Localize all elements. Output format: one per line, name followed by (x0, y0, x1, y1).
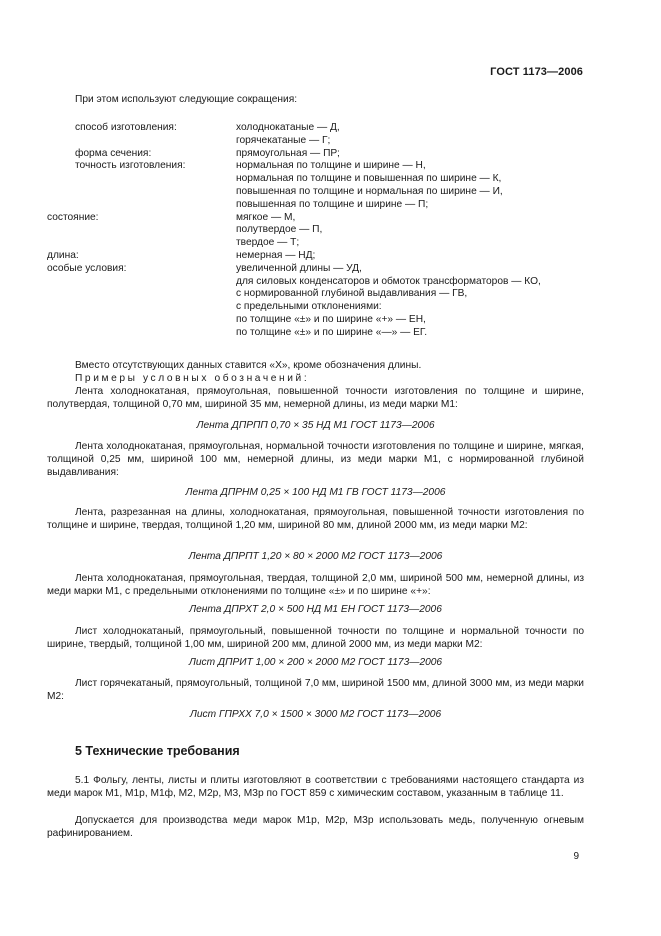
example-description: Лента, разрезанная на длины, холоднокатаная, прямоугольная, повышенной точности изготовления по толщине и ширине, твердая, толщиной 1,20 мм, шириной 80 мм, длиной 2000 мм, из меди марки М2: (47, 507, 584, 531)
abbreviation-value: с нормированной глубиной выдавливания — ГВ, (236, 288, 468, 300)
example-description: Лента холоднокатаная, прямоугольная, нормальной точности изготовления по толщине и ширине, мягкая, толщиной 0,25 мм, шириной 100 мм, немерной длины, из меди марки М1, с нормированной глубиной выдавливания: (47, 441, 584, 478)
example-description: Лист холоднокатаный, прямоугольный, повышенной точности по толщине и нормальной точности по ширине, твердый, толщиной 1,00 мм, шириной 200 мм, длиной 2000 мм, из меди марки М2: (47, 626, 584, 650)
abbreviation-value: по толщине «±» и по ширине «+» — ЕН, (236, 313, 426, 325)
abbreviation-row (0, 122, 661, 135)
abbreviation-row (0, 173, 661, 186)
abbreviation-row (0, 224, 661, 237)
page-number: 9 (573, 851, 579, 862)
abbreviation-row (0, 135, 661, 148)
abbreviation-row (0, 212, 661, 225)
abbreviation-value: для силовых конденсаторов и обмоток трансформаторов — КО, (236, 275, 541, 287)
example-designation: Лента ДПРХТ 2,0 × 500 НД М1 ЕН ГОСТ 1173—2006 (189, 604, 442, 615)
abbreviation-value: повышенная по толщине и нормальная по ширине — И, (236, 185, 503, 197)
abbreviation-value: немерная — НД; (236, 249, 316, 261)
abbreviation-label: длина: (47, 249, 79, 261)
abbreviation-label: способ изготовления: (75, 122, 177, 133)
abbreviation-row (0, 186, 661, 199)
abbreviation-row (0, 199, 661, 212)
abbreviation-label: точность изготовления: (75, 160, 186, 172)
abbreviation-label: состояние: (47, 211, 99, 223)
abbreviation-value: твердое — Т; (236, 237, 300, 249)
section-title: 5 Технические требования (75, 744, 240, 758)
example-description: Лист горячекатаный, прямоугольный, толщиной 7,0 мм, шириной 1500 мм, длиной 3000 мм, из меди марки М2: (47, 678, 584, 702)
document-header: ГОСТ 1173—2006 (490, 66, 583, 78)
abbreviation-row (0, 314, 661, 327)
example-designation: Лента ДПРПП 0,70 × 35 НД М1 ГОСТ 1173—2006 (196, 420, 435, 431)
example-description: Лента холоднокатаная, прямоугольная, твердая, толщиной 2,0 мм, шириной 500 мм, немерной длины, из меди марки М1, с предельными отклонениями по толщине «±» и по ширине «+»: (47, 573, 584, 597)
abbreviation-row (0, 288, 661, 301)
abbreviation-row (0, 160, 661, 173)
abbreviation-value: мягкое — М, (236, 211, 296, 223)
section-paragraph: 5.1 Фольгу, ленты, листы и плиты изготовляют в соответствии с требованиями настоящего стандарта из меди марок М1, М1р, М1ф, М2, М2р, М3, М3р по ГОСТ 859 с химическим составом, указанным в таблице 11. (47, 775, 584, 799)
abbreviation-row (0, 263, 661, 276)
abbreviation-value: с предельными отклонениями: (236, 301, 382, 313)
example-description: Лента холоднокатаная, прямоугольная, повышенной точности изготовления по толщине и ширине, полутвердая, толщиной 0,70 мм, шириной 35 мм, немерной длины, из меди марки М1: (47, 386, 584, 410)
abbreviation-row (0, 250, 661, 263)
example-designation: Лента ДПРПТ 1,20 × 80 × 2000 М2 ГОСТ 1173—2006 (188, 551, 443, 562)
examples-heading: Примеры условных обозначений: (75, 373, 310, 384)
example-designation: Лист ГПРХХ 7,0 × 1500 × 3000 М2 ГОСТ 1173—2006 (189, 709, 442, 720)
abbreviation-value: нормальная по толщине и повышенная по ширине — К, (236, 173, 502, 185)
section-paragraph: Допускается для производства меди марок М1р, М2р, М3р использовать медь, полученную огневым рафинированием. (47, 815, 584, 839)
abbreviation-row (0, 237, 661, 250)
abbreviation-value: нормальная по толщине и ширине — Н, (236, 160, 426, 172)
abbreviation-value: увеличенной длины — УД, (236, 262, 362, 274)
abbreviation-label: форма сечения: (75, 147, 152, 159)
example-designation: Лента ДПРНМ 0,25 × 100 НД М1 ГВ ГОСТ 1173—2006 (185, 487, 446, 498)
abbreviation-list (0, 122, 661, 340)
abbreviation-value: полутвердое — П, (236, 224, 323, 236)
missing-data-note: Вместо отсутствующих данных ставится «X», кроме обозначения длины. (75, 360, 422, 371)
abbreviation-row (0, 327, 661, 340)
intro-text: При этом используют следующие сокращения: (75, 94, 298, 105)
abbreviation-row (0, 301, 661, 314)
abbreviation-row (0, 148, 661, 161)
abbreviation-label: особые условия: (47, 262, 127, 274)
abbreviation-value: прямоугольная — ПР; (236, 147, 340, 159)
abbreviation-value: повышенная по толщине и ширине — П; (236, 198, 429, 210)
abbreviation-value: по толщине «±» и по ширине «—» — ЕГ. (236, 326, 428, 338)
abbreviation-value: горячекатаные — Г; (236, 134, 331, 146)
abbreviation-row (0, 276, 661, 289)
example-designation: Лист ДПРИТ 1,00 × 200 × 2000 М2 ГОСТ 1173—2006 (188, 657, 443, 668)
abbreviation-value: холоднокатаные — Д, (236, 122, 340, 133)
